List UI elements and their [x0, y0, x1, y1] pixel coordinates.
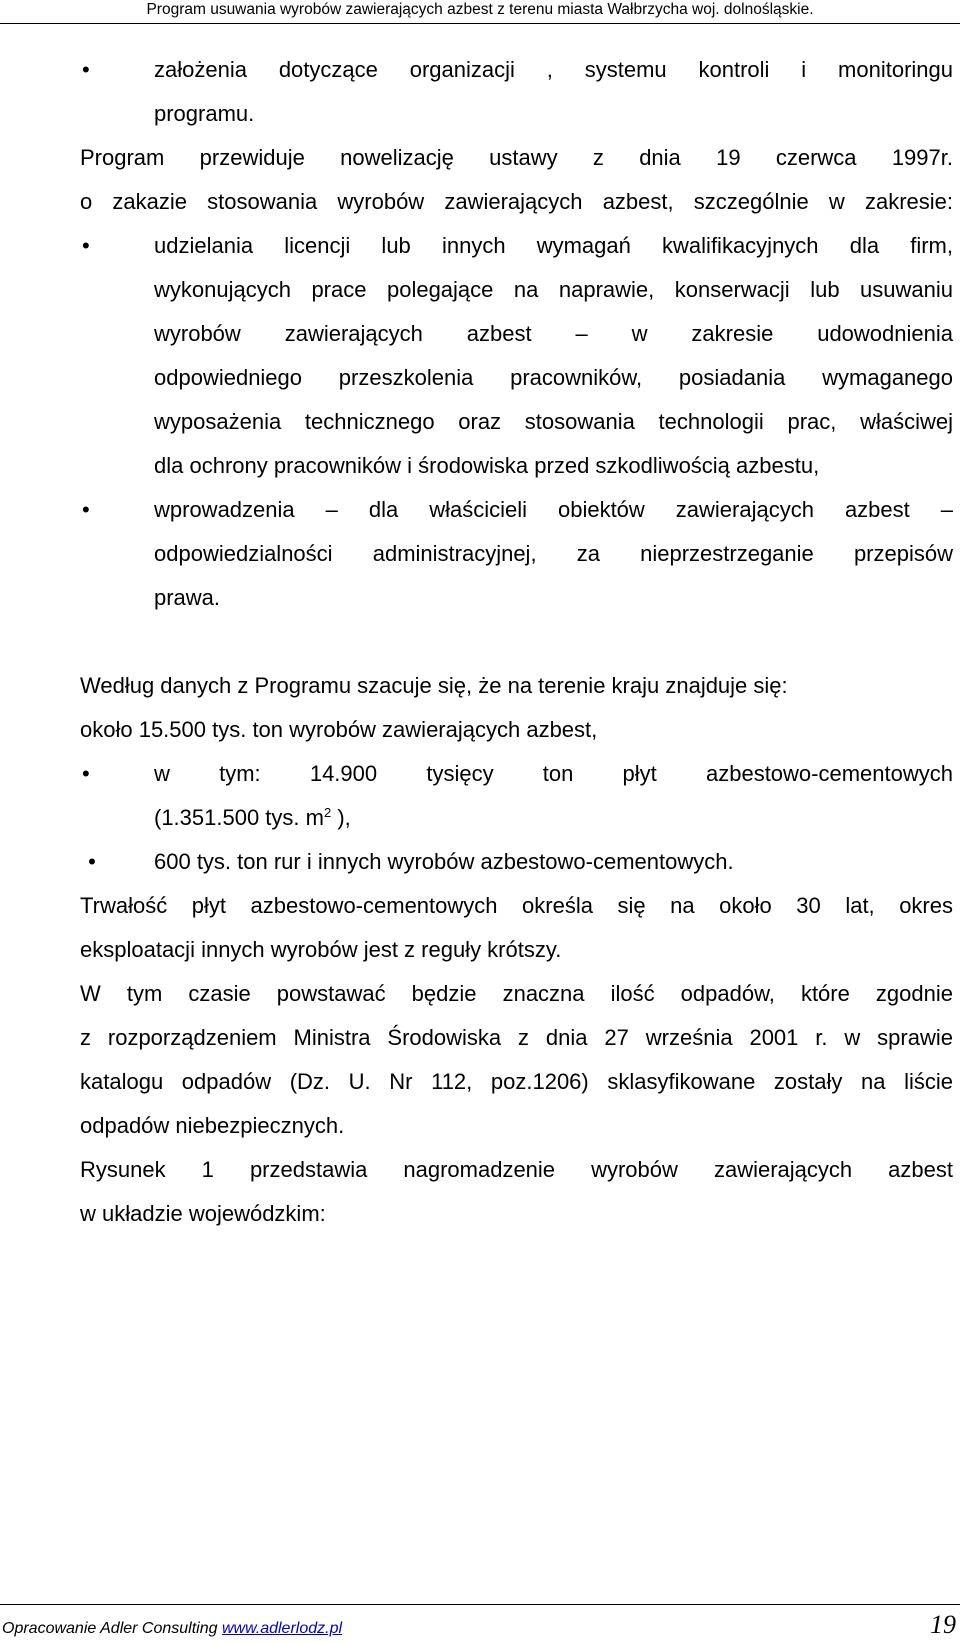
list-item-continuation: prawa. [154, 585, 221, 610]
list-item-continuation: programu. [154, 101, 255, 126]
paragraph-line: Według danych z Programu szacuje się, że na terenie kraju znajduje się: [80, 673, 788, 698]
list-item-continuation: (1.351.500 tys. $m^2$ ), [154, 805, 351, 830]
paragraph-line: około 15.500 tys. ton wyrobów zawierających azbest, [80, 717, 598, 742]
bullet: • [82, 497, 90, 522]
bullet: • [82, 57, 90, 82]
paragraph-line: W tym czasie powstawać będzie znaczna ilość odpadów, które zgodnie [80, 981, 953, 1006]
list-item-continuation: wyrobów zawierających azbest – w zakresie udowodnienia [154, 321, 953, 346]
list-item: • w tym: 14.900 tysięcy ton płyt azbestowo-cementowych [80, 752, 953, 796]
footer-rule [0, 1604, 960, 1605]
paragraph-line: eksploatacji innych wyrobów jest z reguły krótszy. [80, 937, 562, 962]
document-body [80, 48, 953, 1236]
list-item: • założenia dotyczące organizacji , systemu kontroli i monitoringu [80, 48, 953, 92]
list-item-continuation: odpowiedniego przeszkolenia pracowników, posiadania wymaganego [154, 365, 953, 390]
footer-credit [2, 1620, 342, 1638]
list-item-continuation: wykonujących prace polegające na naprawie, konserwacji lub usuwaniu [154, 277, 953, 302]
paragraph-line: w układzie wojewódzkim: [80, 1201, 326, 1226]
footer-author: Opracowanie Adler Consulting [2, 1620, 222, 1637]
list-item-continuation: wyposażenia technicznego oraz stosowania technologii prac, właściwej [154, 409, 953, 434]
header-title: Program usuwania wyrobów zawierających azbest z terenu miasta Wałbrzycha woj. dolnośląskie. [146, 1, 814, 18]
bullet: • [82, 761, 90, 786]
list-item-continuation: odpowiedzialności administracyjnej, za nieprzestrzeganie przepisów [154, 541, 953, 566]
header-rule [0, 23, 960, 24]
paragraph-gap [80, 620, 953, 664]
list-item-continuation: dla ochrony pracowników i środowiska przed szkodliwością azbestu, [154, 453, 820, 478]
paragraph-line: odpadów niebezpiecznych. [80, 1113, 345, 1138]
list-item: • 600 tys. ton rur i innych wyrobów azbestowo-cementowych. [80, 840, 953, 884]
superscript: 2 [323, 805, 332, 820]
paragraph-line: katalogu odpadów (Dz. U. Nr 112, poz.1206) sklasyfikowane zostały na liście [80, 1069, 953, 1094]
paragraph-line: Trwałość płyt azbestowo-cementowych określa się na około 30 lat, okres [80, 893, 953, 918]
list-item: • wprowadzenia – dla właścicieli obiektów zawierających azbest – [80, 488, 953, 532]
paragraph-line: z rozporządzeniem Ministra Środowiska z dnia 27 września 2001 r. w sprawie [80, 1025, 953, 1050]
paragraph-line: Rysunek 1 przedstawia nagromadzenie wyrobów zawierających azbest [80, 1157, 953, 1182]
footer-website-link[interactable]: www.adlerlodz.pl [221, 1620, 343, 1637]
page-footer [0, 1604, 960, 1642]
list-item: • udzielania licencji lub innych wymagań kwalifikacyjnych dla firm, [80, 224, 953, 268]
paragraph-line: Program przewiduje nowelizację ustawy z dnia 19 czerwca 1997r. [80, 145, 953, 170]
bullet: • [88, 849, 96, 874]
bullet: • [82, 233, 90, 258]
paragraph-line: o zakazie stosowania wyrobów zawierających azbest, szczególnie w zakresie: [80, 189, 953, 214]
page-number: 19 [930, 1610, 956, 1639]
